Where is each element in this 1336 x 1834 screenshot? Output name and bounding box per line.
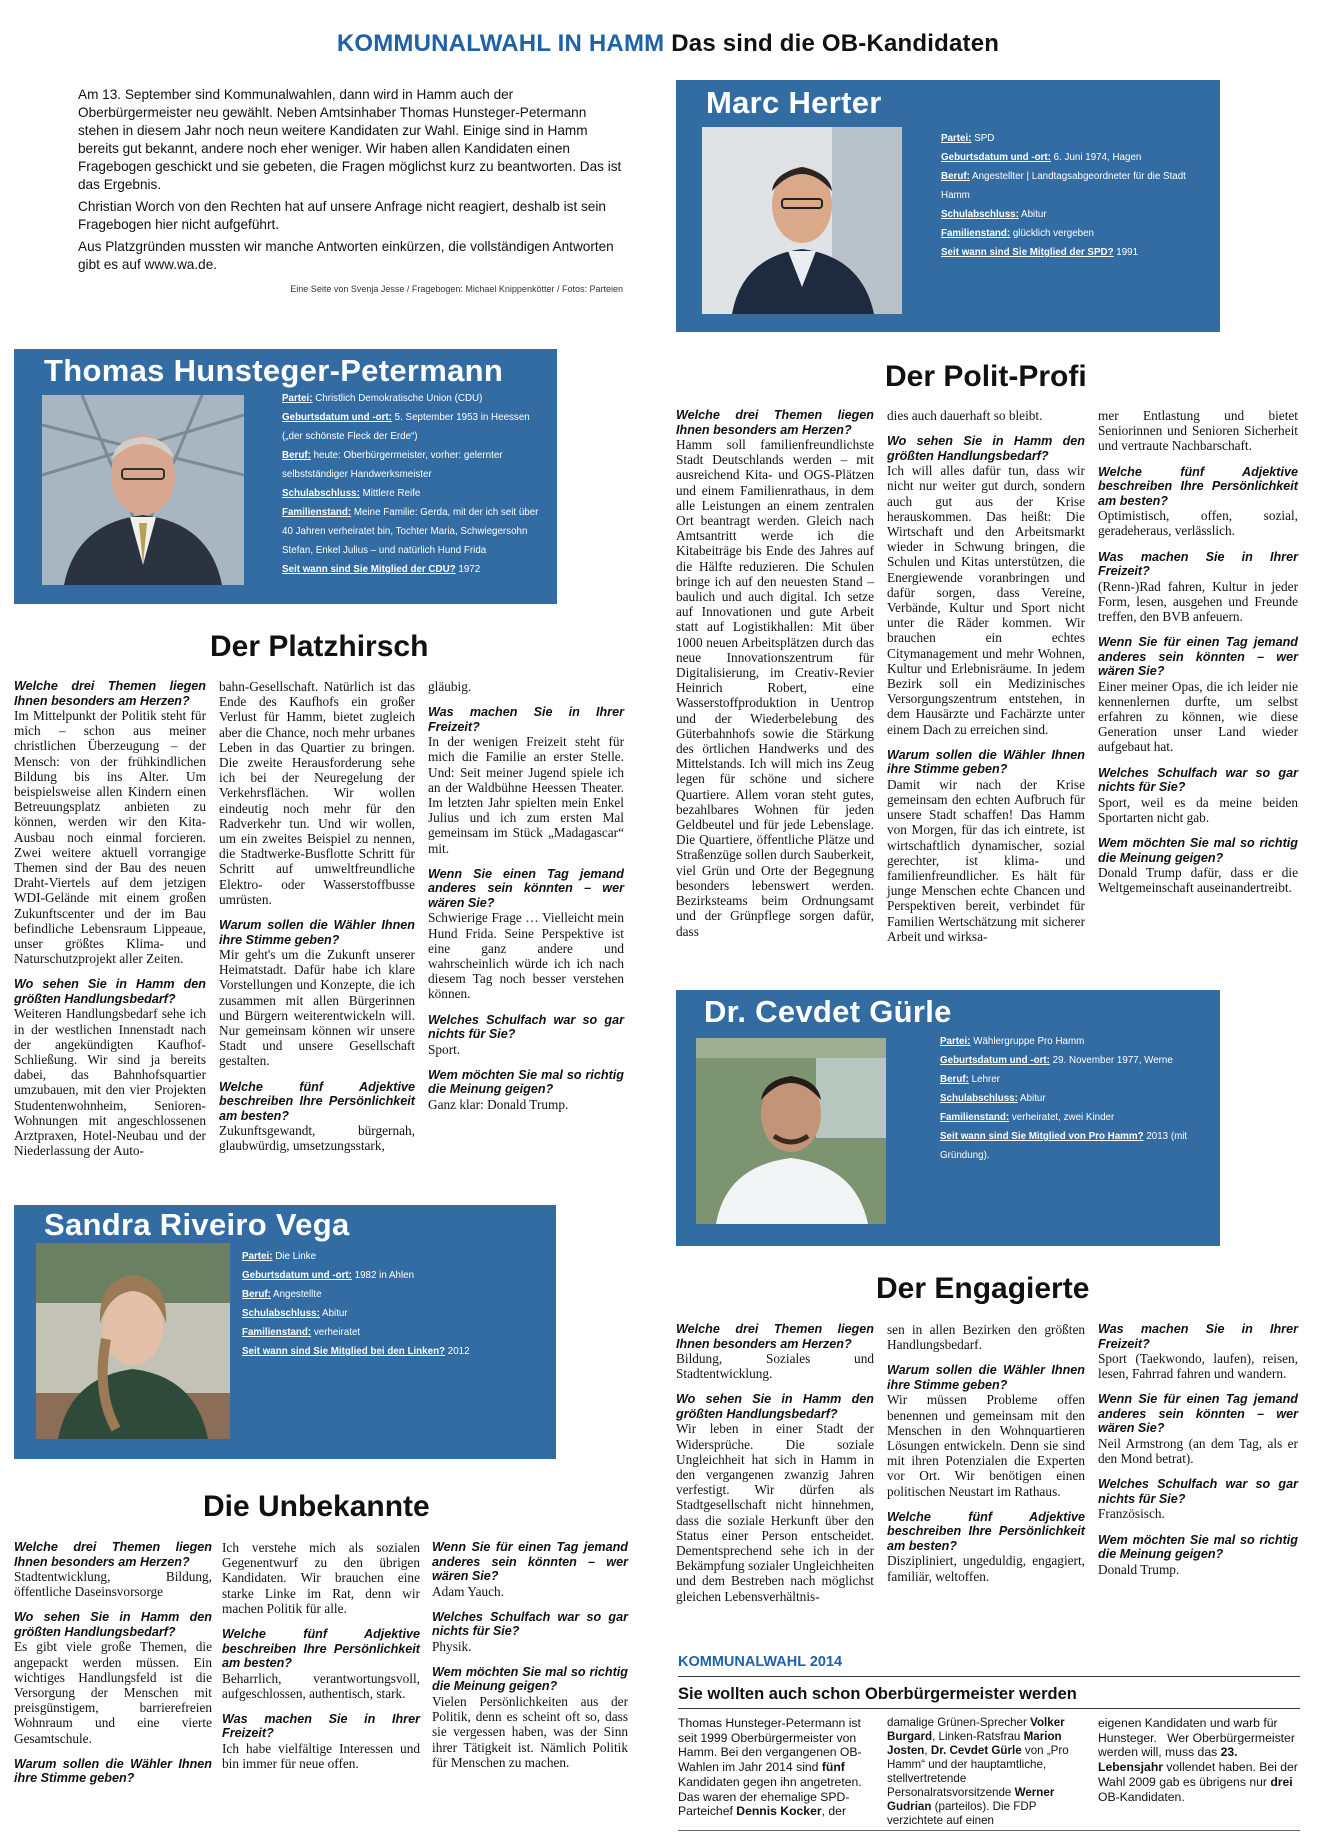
fact-school: Schulabschluss: Abitur — [940, 1093, 1046, 1104]
question: Welche drei Themen liegen Ihnen besonders am Herzen? — [14, 1540, 212, 1569]
divider — [678, 1676, 1300, 1677]
article-column — [14, 1540, 212, 1786]
answer: Beharrlich, verantwortungsvoll, aufgeschlossen, authentisch, stark. — [222, 1670, 420, 1701]
fact-member: Seit wann sind Sie Mitglied der CDU? 1972 — [282, 564, 481, 575]
question: Welches Schulfach war so gar nichts für Sie? — [1098, 765, 1298, 795]
candidate-name: Marc Herter — [706, 85, 882, 120]
article-column — [428, 679, 624, 1112]
question: Wenn Sie einen Tag jemand anderes sein könnten – wer wären Sie? — [428, 866, 624, 910]
article-column — [1098, 408, 1298, 895]
answer: dies auch dauerhaft so bleibt. — [887, 408, 1043, 423]
headline-hunsteger: Der Platzhirsch — [210, 630, 429, 663]
article-column — [676, 1322, 874, 1604]
answer: Optimistisch, offen, sozial, geradeheraus, verlässlich. — [1098, 508, 1298, 539]
fact-party: Partei: Christlich Demokratische Union (CDU) — [282, 393, 483, 404]
answer: Sport. — [428, 1041, 461, 1057]
history-column: eigenen Kandidaten und warb für Hunsteger. Wer Oberbürgermeister werden will, muss das 23. Lebensjahr vollendet haben. Bei der Wahl 2009 gab es übrigens nur drei OB-Kandidaten. — [1098, 1716, 1298, 1804]
portrait-icon — [36, 1243, 230, 1439]
candidate-photo-herter — [702, 127, 902, 314]
answer: Ganz klar: Donald Trump. — [428, 1096, 569, 1112]
history-column: damalige Grünen-Sprecher Volker Burgard, Linken-Ratsfrau Marion Josten, Dr. Cevdet Gürle von „Pro Hamm“ und der hauptamtliche, stellvertretende Personalratsvorsitzende Werner Gudrian (parteilos). Die FDP verzichtete auf einen — [887, 1716, 1069, 1827]
answer: Donald Trump. — [1098, 1561, 1180, 1577]
candidate-box-riveiro — [14, 1205, 556, 1459]
candidate-box-guerle — [676, 990, 1220, 1246]
candidate-name: Sandra Riveiro Vega — [44, 1207, 350, 1242]
question: Wenn Sie für einen Tag jemand anderes sein könnten – wer wären Sie? — [432, 1540, 628, 1583]
answer: Es gibt viele große Themen, die angepackt werden müssen. Ein wichtiges Handlungsfeld ist die Versorgung der Menschen mit preisgünstigem, barrierefreien Wohnraum und eine vierte Gesamtschule. — [14, 1639, 212, 1746]
fact-school: Schulabschluss: Abitur — [941, 209, 1047, 220]
credit-line: Eine Seite von Svenja Jesse / Fragebogen: Michael Knippenkötter / Fotos: Parteien — [290, 284, 623, 294]
fact-member: Seit wann sind Sie Mitglied bei den Linken? 2012 — [242, 1346, 470, 1357]
question: Welches Schulfach war so gar nichts für Sie? — [1098, 1477, 1298, 1506]
fact-job: Beruf: Lehrer — [940, 1074, 1000, 1085]
question: Warum sollen die Wähler Ihnen ihre Stimme geben? — [219, 918, 415, 947]
headline-guerle: Der Engagierte — [876, 1272, 1090, 1305]
question: Welche drei Themen liegen Ihnen besonders am Herzen? — [676, 1322, 874, 1351]
candidate-facts — [940, 1032, 1210, 1165]
question: Welche drei Themen liegen Ihnen besonders am Herzen? — [14, 679, 206, 708]
fact-job: Beruf: Angestellte — [242, 1289, 322, 1300]
intro-paragraph: Christian Worch von den Rechten hat auf unsere Anfrage nicht reagiert, deshalb ist sein Fragebogen hier nicht aufgeführt. — [78, 199, 606, 232]
page-header — [0, 30, 1336, 58]
candidate-name: Dr. Cevdet Gürle — [704, 994, 952, 1029]
answer: Zukunftsgewandt, bürgernah, glaubwürdig, umsetzungsstark, — [219, 1123, 415, 1154]
answer: Wir müssen Probleme offen benennen und gemeinsam mit den Menschen in den Wohnquartieren Lösungen entwickeln. Denn sie sind mit ihren Potenzialen die Experten vor Ort. Wir benötigen einen politischen Neustart im Rathaus. — [887, 1392, 1085, 1499]
candidate-facts — [282, 389, 544, 579]
question: Wem möchten Sie mal so richtig die Meinung geigen? — [432, 1664, 628, 1694]
fact-birth: Geburtsdatum und -ort: 5. September 1953 in Heessen („der schönste Fleck der Erde“) — [282, 412, 530, 442]
answer: Damit wir nach der Krise gemeinsam den echten Aufbruch für unsere Stadt schaffen! Das Hamm von Morgen, für das ich eintrete, ist wirtschaftlich dynamischer, sozial gerechter, ist klima- und familienfreundlicher. Es hält für junge Menschen echte Chancen und Perspektiven bereit, verbindet für Familien Wertschätzung mit sicherer Arbeit und wirksa- — [887, 776, 1085, 944]
question: Was machen Sie in Ihrer Freizeit? — [1098, 1322, 1298, 1351]
question: Was machen Sie in Ihrer Freizeit? — [222, 1711, 420, 1741]
fact-job: Beruf: heute: Oberbürgermeister, vorher: gelernter selbstständiger Handwerksmeister — [282, 450, 503, 480]
intro-paragraph: Aus Platzgründen mussten wir manche Antworten einkürzen, die vollständigen Antworten gibt es auf www.wa.de. — [78, 239, 614, 272]
fact-party: Partei: SPD — [941, 133, 995, 144]
answer: Ich habe vielfältige Interessen und bin immer für neue offen. — [222, 1740, 420, 1772]
question: Wo sehen Sie in Hamm den größten Handlungsbedarf? — [14, 977, 206, 1006]
question: Was machen Sie in Ihrer Freizeit? — [1098, 549, 1298, 579]
fact-school: Schulabschluss: Abitur — [242, 1308, 348, 1319]
fact-birth: Geburtsdatum und -ort: 1982 in Ahlen — [242, 1270, 415, 1281]
fact-family: Familienstand: verheiratet, zwei Kinder — [940, 1112, 1115, 1123]
answer: Bildung, Soziales und Stadtentwicklung. — [676, 1351, 874, 1382]
candidate-facts — [941, 129, 1206, 262]
answer: Einer meiner Opas, die ich leider nie kennenlernen durfte, um selbst erfahren zu können, wie diese Generation unser Land wieder aufgebaut hat. — [1098, 678, 1298, 755]
answer: Ich verstehe mich als sozialen Gegenentwurf zu den übrigen Kandidaten. Wir brauchen eine starke Linke im Rat, denn wir machen Politik für alle. — [222, 1540, 420, 1616]
headline-herter: Der Polit-Profi — [885, 360, 1087, 393]
history-kicker: KOMMUNALWAHL 2014 — [678, 1654, 843, 1670]
fact-member: Seit wann sind Sie Mitglied der SPD? 1991 — [941, 247, 1139, 258]
answer: Stadtentwicklung, Bildung, öffentliche Daseinsvorsorge — [14, 1569, 212, 1600]
candidate-box-hunsteger — [14, 349, 557, 604]
question: Wenn Sie für einen Tag jemand anderes sein könnten – wer wären Sie? — [1098, 635, 1298, 679]
question: Welche fünf Adjektive beschreiben Ihre Persönlichkeit am besten? — [887, 1509, 1085, 1553]
answer: Neil Armstrong (an dem Tag, als er den Mond betrat). — [1098, 1435, 1298, 1467]
fact-birth: Geburtsdatum und -ort: 29. November 1977, Werne — [940, 1055, 1173, 1066]
question: Wem möchten Sie mal so richtig die Meinung geigen? — [1098, 836, 1298, 865]
candidate-box-herter — [676, 80, 1220, 332]
answer: Französisch. — [1098, 1506, 1165, 1522]
answer: Donald Trump dafür, dass er die Weltgemeinschaft auseinandertreibt. — [1098, 865, 1298, 896]
answer: (Renn-)Rad fahren, Kultur in jeder Form, lesen, ausgehen und Freunde treffen, den BVB anfeuern. — [1098, 578, 1298, 624]
question: Welche fünf Adjektive beschreiben Ihre Persönlichkeit am besten? — [219, 1079, 415, 1123]
answer: Ich will alles dafür tun, dass wir nicht nur weiter gut durch, sondern auch gut aus der Krise herauskommen. Das heißt: Die Wirtschaft und den Arbeitsmarkt wieder in Schwung bringen, die Schulen und Kitas unterstützen, die Energiewende voranbringen und dafür sorgen, dass Vereine, Verbände, Kultur und Sport nicht unter die Räder kommen. Wir brauchen ein echtes Citymanagement und mehr Wohnen, Kultur und Erlebnisräume. In jedem Bezirk soll ein Medizinisches Versorgungszentrum entstehen, in dem Hausärzte und Fachärzte unter einem Dach zu erreichen sind. — [887, 463, 1085, 737]
question: Wo sehen Sie in Hamm den größten Handlungsbedarf? — [14, 1610, 212, 1639]
divider — [678, 1830, 1300, 1831]
candidate-photo-hunsteger — [42, 395, 244, 585]
article-column — [14, 679, 206, 1158]
answer: Sport, weil es da meine beiden Sportarten nicht gab. — [1098, 794, 1298, 825]
question: Wem möchten Sie mal so richtig die Meinung geigen? — [1098, 1532, 1298, 1562]
answer: Adam Yauch. — [432, 1583, 505, 1599]
candidate-facts — [242, 1247, 548, 1361]
candidate-photo-riveiro — [36, 1243, 230, 1439]
article-column — [432, 1540, 628, 1770]
fact-family: Familienstand: Meine Familie: Gerda, mit der ich seit über 40 Jahren verheiratet bin, Tochter Maria, Schwiegersohn Stefan, Enkel Julius – und natürlich Hund Frida — [282, 507, 539, 556]
fact-family: Familienstand: verheiratet — [242, 1327, 361, 1338]
answer: Hamm soll familienfreundlichste Stadt Deutschlands werden – mit ausreichend Kita- und OGS-Plätzen und einem Familienrathaus, in dem alle Leistungen an einem zentralen Ort beantragt werden. Gleich nach Amtsantritt werde ich die Kitabeiträge bis Ende des Jahres auf die Hälfte reduzieren. Die Schulen bringe ich auf den neuesten Stand – baulich und auch digital. Ich setze auf Innovationen und gute Arbeit statt auf Logistikhallen: Mit über 1000 neuen Arbeitsplätzen durch das neue Innovationszentrum für Digitalisierung, im Creativ-Revier Heinrich Robert, eine Wasserstoffproduktion in Uentrop und der Wiederbelebung des Güterbahnhofs sowie die Stärkung des örtlichen Handwerks und des Mittelstands. Ich will mich ins Zeug legen für schöne und sichere Quartiere. Allem voran steht gutes, bezahlbares Wohnen für jeden Geldbeutel und für jede Lebenslage. Die Quartiere, öffentliche Plätze und Straßenzüge sollen durch Sauberkeit, viel Grün und Orte der Begegnung besonders lebenswert werden. Bezirksteams beim Ordnungsamt und der Grünpflege sorgen dafür, dass — [676, 437, 874, 939]
answer: Im Mittelpunkt der Politik steht für mich – schon aus meiner christlichen Überzeugung – der Mensch: von der frühkindlichen Bildung bis ins Alter. Um beispielsweise allen Kindern einen Betreuungsplatz anbieten zu können, werden wir den Kita-Ausbau noch einmal forcieren. Zwei weitere aktuell vorrangige Themen sind der Bau des neuen Draht-Viertels auf dem jetzigen WDI-Gelände mit einem großen Zukunftscenter und der im Bau befindliche Lebensraum Lippeaue, unser größtes Klima- und Naturschutzprojekt aller Zeiten. — [14, 708, 206, 967]
answer: gläubig. — [428, 679, 472, 694]
fact-birth: Geburtsdatum und -ort: 6. Juni 1974, Hagen — [941, 152, 1142, 163]
question: Welches Schulfach war so gar nichts für Sie? — [432, 1609, 628, 1639]
question: Welche fünf Adjektive beschreiben Ihre Persönlichkeit am besten? — [1098, 464, 1298, 508]
article-column — [219, 679, 415, 1154]
article-column — [676, 408, 874, 939]
answer: Physik. — [432, 1638, 472, 1654]
portrait-icon — [696, 1038, 886, 1224]
candidate-photo-guerle — [696, 1038, 886, 1224]
answer: Schwierige Frage … Vielleicht mein Hund Frida. Seine Perspektive ist eine ganz andere und wahrscheinlich würde ich ich nach diesem Tag noch besser verstehen können. — [428, 910, 624, 1002]
fact-member: Seit wann sind Sie Mitglied von Pro Hamm? 2013 (mit Gründung). — [940, 1131, 1188, 1161]
question: Welche fünf Adjektive beschreiben Ihre Persönlichkeit am besten? — [222, 1627, 420, 1671]
question: Was machen Sie in Ihrer Freizeit? — [428, 705, 624, 734]
answer: Vielen Persönlichkeiten aus der Politik, denn es scheint oft so, dass sie vergessen haben, was der Sinn ihrer Tätigkeit ist. Nämlich Politik für Menschen zu machen. — [432, 1693, 628, 1770]
history-title: Sie wollten auch schon Oberbürgermeister werden — [678, 1685, 1077, 1703]
article-column — [887, 408, 1085, 944]
article-column — [222, 1540, 420, 1771]
header-kicker: KOMMUNALWAHL IN HAMM — [336, 30, 665, 57]
question: Warum sollen die Wähler Ihnen ihre Stimme geben? — [887, 747, 1085, 777]
answer: In der wenigen Freizeit steht für mich die Familie an erster Stelle. Und: Seit meiner Jugend spiele ich an der Waldbühne Heessen Theater. Im letzten Jahr spielten mein Enkel Julius und ich zum ersten Mal gemeinsam im Stück „Madagascar“ mit. — [428, 734, 624, 856]
question: Wo sehen Sie in Hamm den größten Handlungsbedarf? — [887, 434, 1085, 463]
answer: Weiteren Handlungsbedarf sehe ich in der westlichen Innenstadt nach der angekündigten Kaufhof-Schließung. Wir sind ja bereits dabei, das Bahnhofsquartier umzubauen, mit den vier Projekten Studentenwohnheim, Senioren-Wohnungen mit angeschlossenen Arztpraxen, Hotel-Neubau und der Niederlassung der Auto- — [14, 1006, 206, 1159]
answer: sen in allen Bezirken den größten Handlungsbedarf. — [887, 1322, 1085, 1353]
fact-party: Partei: Wählergruppe Pro Hamm — [940, 1036, 1085, 1047]
article-column — [1098, 1322, 1298, 1577]
candidate-name: Thomas Hunsteger-Petermann — [44, 353, 504, 388]
answer: Mir geht's um die Zukunft unserer Heimatstadt. Dafür habe ich klare Vorstellungen und Konzepte, die ich zusammen mit allen Bürgerinnen und Bürgern weiterentwickeln will. Nur gemeinsam können wir unsere Stadt und unsere Gesellschaft gestalten. — [219, 947, 415, 1069]
answer: bahn-Gesellschaft. Natürlich ist das Ende des Kaufhofs ein großer Verlust für Hamm, bietet zugleich aber die Chance, noch mehr urbanes Leben in das Quartier zu bringen. Die zweite Herausforderung sehe ich bei der Neuregelung der Verkehrsflächen. Wir wollen eindeutig noch mehr für den Radverkehr tun. Und wir wollen, um ein zweites Beispiel zu nennen, die Stadtwerke-Busflotte Schritt für Schritt auf umweltfreundliche Elektro- oder Wasserstoffbusse umrüsten. — [219, 679, 415, 907]
question: Wem möchten Sie mal so richtig die Meinung geigen? — [428, 1067, 624, 1097]
question: Warum sollen die Wähler Ihnen ihre Stimme geben? — [14, 1756, 212, 1786]
history-column: Thomas Hunsteger-Petermann ist seit 1999 Oberbürgermeister von Hamm. Bei den vergangenen OB-Wahlen im Jahr 2014 sind fünf Kandidaten gegen ihn angetreten. Das waren der ehemalige SPD-Parteichef Dennis Kocker, der — [678, 1716, 862, 1819]
question: Wenn Sie für einen Tag jemand anderes sein könnten – wer wären Sie? — [1098, 1392, 1298, 1436]
fact-job: Beruf: Angestellter | Landtagsabgeordneter für die Stadt Hamm — [941, 171, 1186, 201]
answer: Wir leben in einer Stadt der Widersprüche. Die soziale Ungleichheit hat sich in Hamm in den vergangenen zwanzig Jahren verfestigt. Wir dürfen als Stadtgesellschaft nicht hinnehmen, dass die soziale Herkunft über den Status einer Person entscheidet. Dementsprechend sehe ich in der Bekämpfung sozialer Ungleichheiten und dem Bestreben nach möglichst gleichen Lebensverhältnis- — [676, 1421, 874, 1604]
intro-paragraph: Am 13. September sind Kommunalwahlen, dann wird in Hamm auch der Oberbürgermeister neu gewählt. Neben Amtsinhaber Thomas Hunsteger-Petermann stehen in diesem Jahr noch neun weitere Kandidaten zur Wahl. Einige sind in Hamm bereits gut bekannt, andere noch eher weniger. Wir haben allen Kandidaten einen Fragebogen geschickt und sie gebeten, die Fragen möglichst kurz zu beantworten. Das ist das Ergebnis. — [78, 87, 622, 192]
headline-riveiro: Die Unbekannte — [203, 1490, 430, 1523]
article-column — [887, 1322, 1085, 1584]
portrait-icon — [702, 127, 902, 314]
answer: mer Entlastung und bietet Seniorinnen und Senioren Sicherheit und vertraute Nachbarschaft. — [1098, 408, 1298, 454]
header-title: Das sind die OB-Kandidaten — [671, 30, 1000, 57]
fact-family: Familienstand: glücklich vergeben — [941, 228, 1095, 239]
answer: Diszipliniert, ungeduldig, engagiert, familiär, weltoffen. — [887, 1553, 1085, 1584]
intro-text — [78, 86, 623, 278]
question: Warum sollen die Wähler Ihnen ihre Stimme geben? — [887, 1363, 1085, 1392]
question: Welche drei Themen liegen Ihnen besonders am Herzen? — [676, 408, 874, 437]
answer: Sport (Taekwondo, laufen), reisen, lesen, Fahrrad fahren und wandern. — [1098, 1351, 1298, 1382]
fact-school: Schulabschluss: Mittlere Reife — [282, 488, 421, 499]
fact-party: Partei: Die Linke — [242, 1251, 317, 1262]
question: Welches Schulfach war so gar nichts für Sie? — [428, 1012, 624, 1042]
portrait-icon — [42, 395, 244, 585]
divider — [678, 1708, 1300, 1709]
question: Wo sehen Sie in Hamm den größten Handlungsbedarf? — [676, 1392, 874, 1421]
